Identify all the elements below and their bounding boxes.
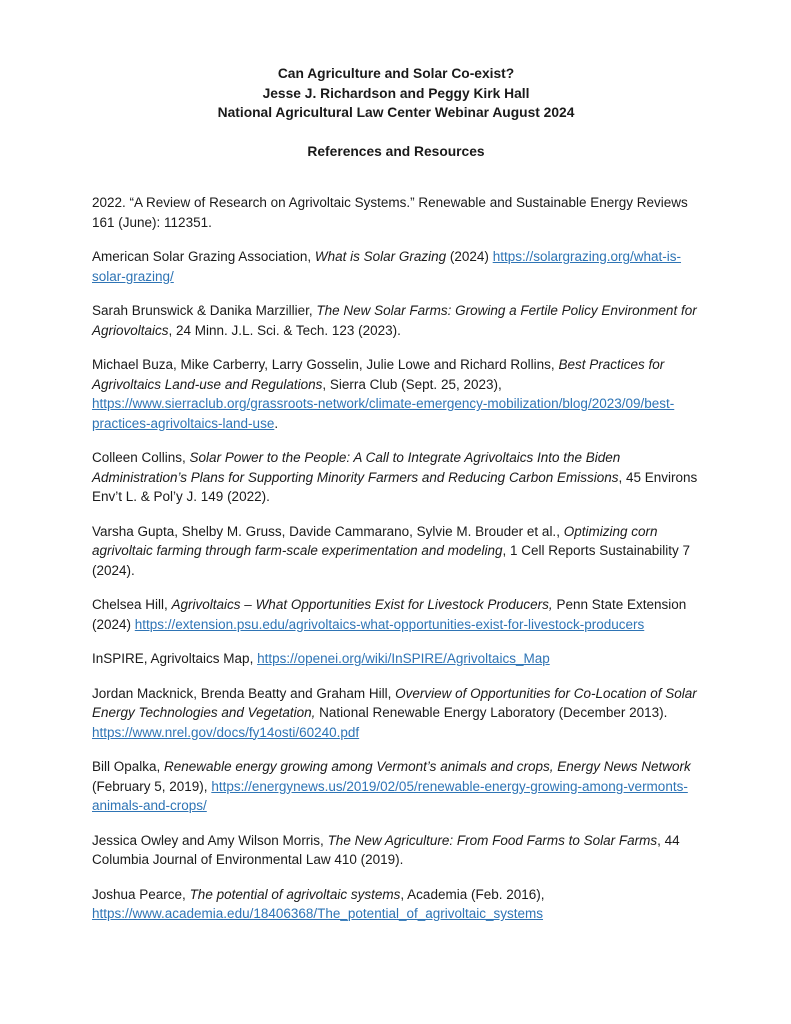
reference-text: Jessica Owley and Amy Wilson Morris, <box>92 832 328 848</box>
reference-title-italic: Optimizing corn agrivoltaic farming through farm-scale experimentation and modeling <box>92 523 658 558</box>
reference-entry <box>92 649 700 669</box>
reference-text: , 44 Columbia Journal of Environmental Law 410 (2019). <box>92 832 680 867</box>
reference-text: , Academia (Feb. 2016), <box>400 886 545 902</box>
reference-text: InSPIRE, Agrivoltaics Map, <box>92 651 258 666</box>
reference-entry <box>92 595 700 634</box>
reference-text: Colleen Collins, <box>92 450 190 465</box>
document-title-block <box>92 64 700 123</box>
reference-link[interactable]: https://www.academia.edu/18406368/The_potential_of_agrivoltaic_systems <box>92 906 544 921</box>
reference-entry <box>92 885 700 924</box>
reference-text: American Solar Grazing Association, <box>92 249 315 264</box>
reference-link[interactable]: https://solargrazing.org/what-is-solar-grazing/ <box>92 249 682 284</box>
reference-title-italic: What is Solar Grazing <box>314 249 447 264</box>
reference-entry <box>92 193 700 232</box>
reference-entry <box>92 831 700 870</box>
reference-text: Sarah Brunswick & Danika Marzillier, <box>92 303 317 318</box>
reference-text: (2024) <box>446 249 493 264</box>
reference-text: , 24 Minn. J.L. Sci. & Tech. 123 (2023). <box>168 322 401 338</box>
document-title: Can Agriculture and Solar Co-exist? <box>277 66 515 81</box>
reference-text: . <box>274 415 279 431</box>
reference-title-italic: Agrivoltaics – What Opportunities Exist for Livestock Producers, <box>171 597 553 612</box>
document-authors: Jesse J. Richardson and Peggy Kirk Hall <box>262 85 530 101</box>
reference-title-italic: Solar Power to the People: A Call to Integrate Agrivoltaics Into the Biden Administration’s Plans for Supporting Minority Farmers and Reducing Carbon Emissions <box>92 450 621 485</box>
reference-title-italic: The New Solar Farms: Growing a Fertile Policy Environment for Agriovoltaics <box>92 303 697 338</box>
reference-entry <box>92 301 700 340</box>
reference-text: Michael Buza, Mike Carberry, Larry Gosselin, Julie Lowe and Richard Rollins, <box>92 357 559 372</box>
reference-text: Chelsea Hill, <box>92 597 172 612</box>
reference-text: 2022. “A Review of Research on Agrivoltaic Systems.” Renewable and Sustainable Energy Reviews 161 (June): 112351. <box>92 195 688 230</box>
reference-link[interactable]: https://www.sierraclub.org/grassroots-network/climate-emergency-mobilization/blog/2023/09/best-practices-agrivoltaics-land-use <box>92 396 675 431</box>
reference-link[interactable]: https://energynews.us/2019/02/05/renewable-energy-growing-among-vermonts-animals-and-crops/ <box>92 778 688 813</box>
reference-link[interactable]: https://extension.psu.edu/agrivoltaics-what-opportunities-exist-for-livestock-producers <box>134 616 645 632</box>
reference-title-italic: Overview of Opportunities for Co-Location of Solar Energy Technologies and Vegetation, <box>92 685 697 720</box>
document-event-line: National Agricultural Law Center Webinar August 2024 <box>217 105 575 120</box>
reference-text: Jordan Macknick, Brenda Beatty and Graham Hill, <box>92 685 396 701</box>
reference-entry <box>92 448 700 507</box>
reference-entry <box>92 247 700 286</box>
reference-entry <box>92 684 700 743</box>
reference-text: , 45 Environs Env’t L. & Pol’y J. 149 (2022). <box>92 469 698 504</box>
reference-text: Varsha Gupta, Shelby M. Gruss, Davide Cammarano, Sylvie M. Brouder et al., <box>92 523 564 539</box>
reference-entry <box>92 522 700 581</box>
reference-link[interactable]: https://openei.org/wiki/InSPIRE/Agrivoltaics_Map <box>257 651 550 666</box>
reference-text: , 1 Cell Reports Sustainability 7 (2024). <box>92 543 691 578</box>
reference-text: Joshua Pearce, <box>92 886 190 902</box>
reference-title-italic: The New Agriculture: From Food Farms to Solar Farms <box>327 832 658 848</box>
reference-text: National Renewable Energy Laboratory (December 2013). <box>315 705 668 720</box>
references-list <box>92 193 700 924</box>
reference-text: Penn State Extension (2024) <box>92 597 687 632</box>
reference-title-italic: The potential of agrivoltaic systems <box>189 886 401 902</box>
reference-entry <box>92 757 700 816</box>
reference-text: , Sierra Club (Sept. 25, 2023), <box>322 376 502 392</box>
reference-title-italic: Best Practices for Agrivoltaics Land-use and Regulations <box>92 357 665 392</box>
reference-title-italic: Renewable energy growing among Vermont’s animals and crops, Energy News Network <box>164 759 691 774</box>
reference-entry <box>92 355 700 433</box>
section-heading: References and Resources <box>307 143 485 159</box>
reference-link[interactable]: https://www.nrel.gov/docs/fy14osti/60240.pdf <box>92 724 360 740</box>
reference-text: (February 5, 2019), <box>92 778 212 794</box>
reference-text: Bill Opalka, <box>92 759 165 774</box>
